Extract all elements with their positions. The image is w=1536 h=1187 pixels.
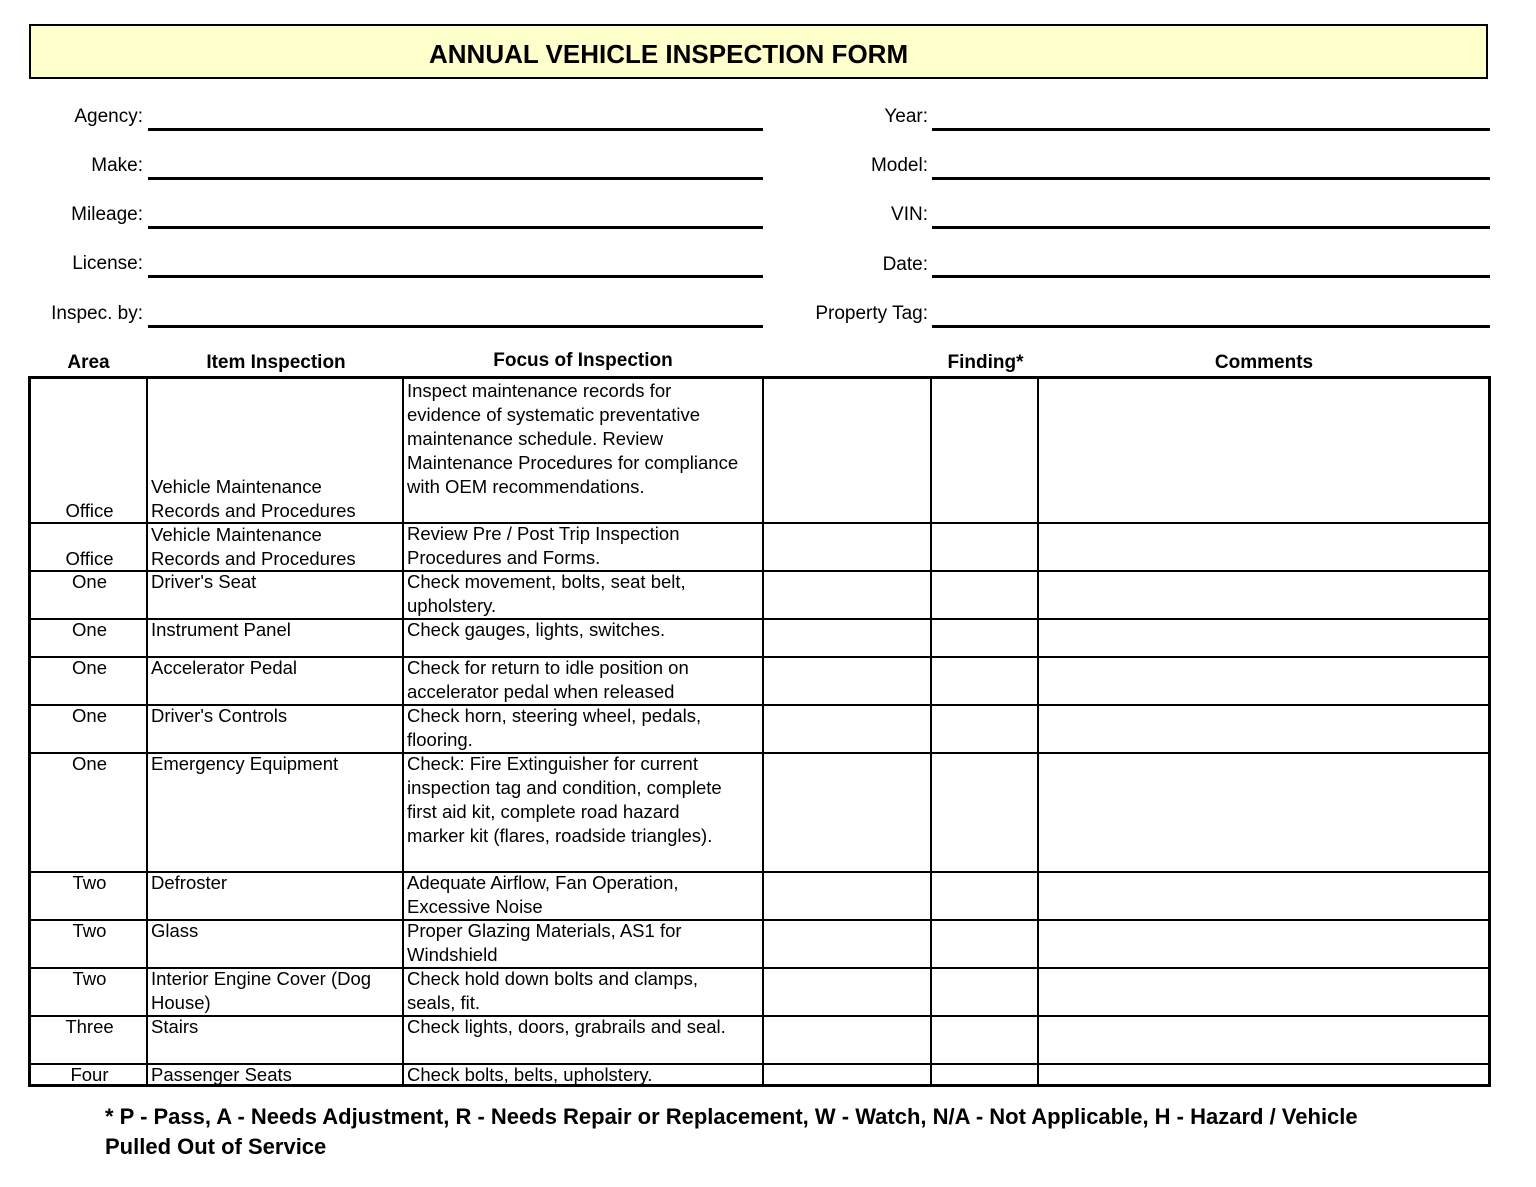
- cell-area: One: [72, 571, 107, 592]
- table-row: [31, 523, 1488, 571]
- cell-comments[interactable]: [1039, 571, 1488, 619]
- table-row: [31, 753, 1488, 872]
- column-header-finding: Finding*: [947, 352, 1024, 373]
- cell-comments[interactable]: [1039, 920, 1488, 968]
- cell-area: Four: [70, 1064, 109, 1085]
- cell-item: Interior Engine Cover (Dog House): [151, 968, 372, 1013]
- cell-item: Driver's Seat: [151, 571, 257, 592]
- property-tag-label: Property Tag:: [815, 303, 928, 324]
- cell-item: Stairs: [151, 1016, 199, 1037]
- legend-footnote: * P - Pass, A - Needs Adjustment, R - Needs Repair or Replacement, W - Watch, N/A - Not Applicable, H - Hazard / Vehicle Pulled Out of Service: [105, 1104, 1358, 1159]
- cell-area: Office: [65, 500, 114, 521]
- cell-area: One: [72, 705, 107, 726]
- table-row: [31, 379, 1488, 523]
- cell-item: Driver's Controls: [151, 705, 288, 726]
- column-header-area: Area: [67, 352, 110, 373]
- table-row: [31, 920, 1488, 968]
- cell-area: Three: [65, 1016, 114, 1037]
- license-field[interactable]: [148, 275, 763, 278]
- cell-finding[interactable]: [932, 619, 1037, 657]
- cell-finding[interactable]: [932, 1016, 1037, 1064]
- inspection-table: [28, 376, 1491, 1087]
- cell-finding[interactable]: [932, 379, 1037, 523]
- cell-focus: Check: Fire Extinguisher for current inspection tag and condition, complete first aid kit, complete road hazard marker kit (flares, roadside triangles).: [407, 753, 722, 846]
- cell-finding[interactable]: [932, 1064, 1037, 1088]
- agency-field[interactable]: [148, 128, 763, 131]
- table-row: [31, 657, 1488, 705]
- cell-focus: Check for return to idle position on accelerator pedal when released: [407, 657, 689, 702]
- cell-focus: Adequate Airflow, Fan Operation, Excessive Noise: [407, 872, 679, 917]
- cell-item: Instrument Panel: [151, 619, 291, 640]
- cell-finding[interactable]: [932, 523, 1037, 571]
- year-label: Year:: [884, 106, 928, 127]
- cell-area: Two: [72, 968, 107, 989]
- make-label: Make:: [91, 155, 143, 176]
- table-row: [31, 968, 1488, 1016]
- cell-focus: Check movement, bolts, seat belt, upholstery.: [407, 571, 686, 616]
- column-header-comments: Comments: [1214, 352, 1314, 373]
- cell-comments[interactable]: [1039, 379, 1488, 523]
- cell-item: Vehicle Maintenance Records and Procedures: [151, 476, 356, 521]
- table-row: [31, 1064, 1488, 1088]
- cell-focus: Check gauges, lights, switches.: [407, 619, 666, 640]
- cell-comments[interactable]: [1039, 753, 1488, 872]
- inspected-by-field[interactable]: [148, 325, 763, 328]
- cell-area: Office: [65, 548, 114, 569]
- cell-comments[interactable]: [1039, 705, 1488, 753]
- column-header-focus: Focus of Inspection: [493, 350, 673, 371]
- cell-finding[interactable]: [932, 872, 1037, 920]
- property-tag-field[interactable]: [932, 325, 1490, 328]
- cell-focus: Proper Glazing Materials, AS1 for Windshield: [407, 920, 682, 965]
- cell-finding[interactable]: [932, 753, 1037, 872]
- cell-finding[interactable]: [932, 920, 1037, 968]
- cell-comments[interactable]: [1039, 619, 1488, 657]
- vin-field[interactable]: [932, 226, 1490, 229]
- cell-item: Accelerator Pedal: [151, 657, 298, 678]
- mileage-field[interactable]: [148, 226, 763, 229]
- license-label: License:: [72, 253, 143, 274]
- model-label: Model:: [870, 155, 928, 176]
- cell-area: Two: [72, 872, 107, 893]
- cell-focus: Check horn, steering wheel, pedals, flooring.: [407, 705, 702, 750]
- form-title: ANNUAL VEHICLE INSPECTION FORM: [429, 39, 909, 69]
- cell-finding[interactable]: [932, 657, 1037, 705]
- cell-comments[interactable]: [1039, 968, 1488, 1016]
- table-row: [31, 619, 1488, 657]
- agency-label: Agency:: [74, 106, 143, 127]
- cell-item: Emergency Equipment: [151, 753, 339, 774]
- cell-area: One: [72, 619, 107, 640]
- cell-comments[interactable]: [1039, 523, 1488, 571]
- mileage-label: Mileage:: [71, 204, 143, 225]
- date-field[interactable]: [932, 275, 1490, 278]
- cell-focus: Check lights, doors, grabrails and seal.: [407, 1016, 726, 1037]
- cell-focus: Inspect maintenance records for evidence of systematic preventative maintenance schedule. Review Maintenance Procedures for compliance with OEM recommendations.: [407, 380, 739, 497]
- cell-finding[interactable]: [932, 705, 1037, 753]
- cell-item: Defroster: [151, 872, 228, 893]
- model-field[interactable]: [932, 177, 1490, 180]
- cell-area: One: [72, 753, 107, 774]
- cell-item: Passenger Seats: [151, 1064, 292, 1085]
- vin-label: VIN:: [891, 204, 928, 225]
- cell-comments[interactable]: [1039, 872, 1488, 920]
- inspected-by-label: Inspec. by:: [51, 303, 143, 324]
- cell-comments[interactable]: [1039, 1016, 1488, 1064]
- title-box: [29, 24, 1488, 79]
- table-row: [31, 872, 1488, 920]
- cell-area: One: [72, 657, 107, 678]
- cell-comments[interactable]: [1039, 657, 1488, 705]
- column-header-item: Item Inspection: [206, 352, 346, 373]
- table-row: [31, 571, 1488, 619]
- cell-item: Glass: [151, 920, 199, 941]
- cell-focus: Review Pre / Post Trip Inspection Procedures and Forms.: [407, 523, 680, 568]
- table-row: [31, 1016, 1488, 1064]
- table-row: [31, 705, 1488, 753]
- year-field[interactable]: [932, 128, 1490, 131]
- cell-area: Two: [72, 920, 107, 941]
- cell-comments[interactable]: [1039, 1064, 1488, 1088]
- cell-item: Vehicle Maintenance Records and Procedures: [151, 524, 356, 569]
- cell-focus: Check bolts, belts, upholstery.: [407, 1064, 653, 1085]
- make-field[interactable]: [148, 177, 763, 180]
- cell-focus: Check hold down bolts and clamps, seals, fit.: [407, 968, 699, 1013]
- date-label: Date:: [882, 254, 928, 275]
- cell-finding[interactable]: [932, 571, 1037, 619]
- cell-finding[interactable]: [932, 968, 1037, 1016]
